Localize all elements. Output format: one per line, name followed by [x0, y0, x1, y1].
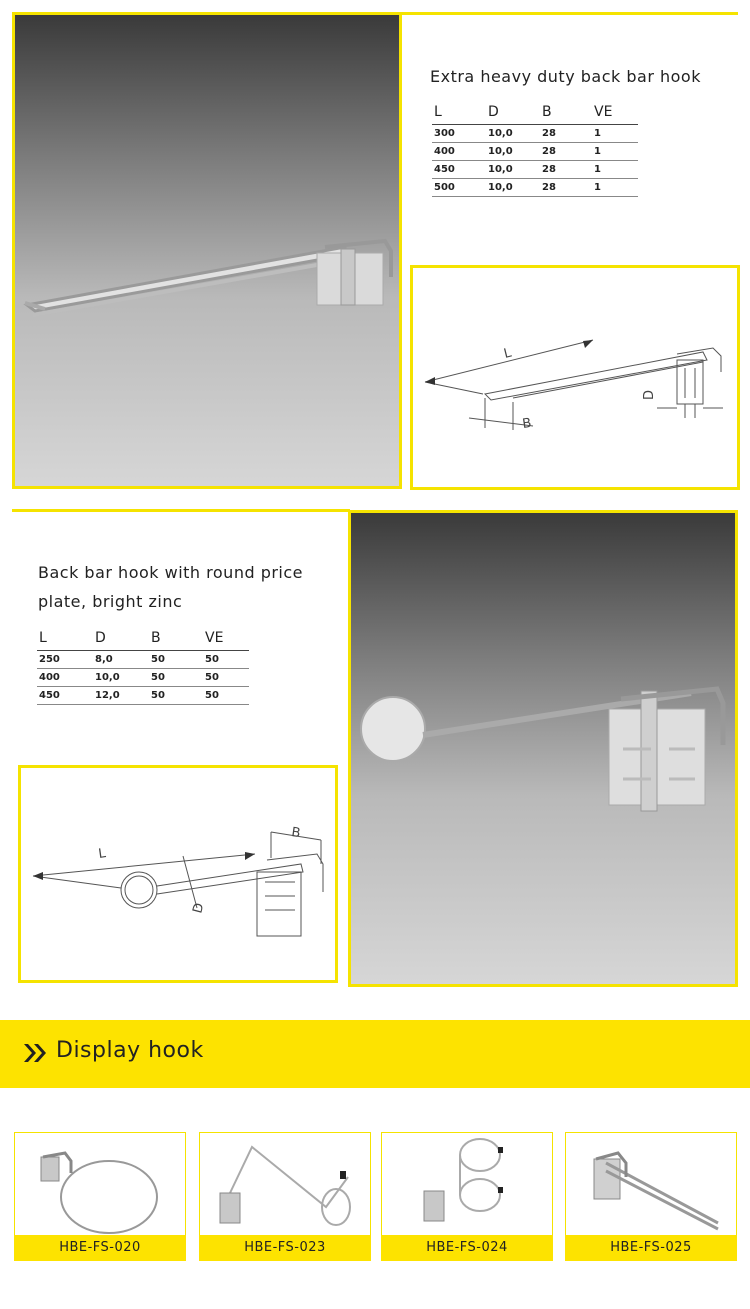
- section2-spec-table: [37, 630, 249, 705]
- double-prong-hook-image: [566, 1133, 736, 1235]
- cell-B: 28: [540, 161, 592, 179]
- cell-B: 28: [540, 179, 592, 197]
- double-chevron-right-icon: [22, 1042, 48, 1064]
- product-photo-round-plate-hook: [348, 510, 738, 987]
- product-card-hbe-fs-025[interactable]: [565, 1132, 737, 1261]
- cell-VE: 1: [592, 125, 638, 143]
- cell-D: 10,0: [486, 125, 540, 143]
- cell-B: 28: [540, 143, 592, 161]
- divider-middle: [12, 509, 350, 512]
- header-VE: VE: [203, 630, 249, 651]
- section2-title-line1: Back bar hook with round price: [38, 563, 304, 582]
- table-row: [37, 669, 249, 687]
- cell-B: 28: [540, 125, 592, 143]
- cell-VE: 1: [592, 179, 638, 197]
- table-row: [432, 125, 638, 143]
- cell-D: 10,0: [93, 669, 149, 687]
- cell-VE: 50: [203, 669, 249, 687]
- header-B: B: [149, 630, 203, 651]
- product-code: HBE-FS-023: [199, 1235, 371, 1261]
- product-card-hbe-fs-024[interactable]: [381, 1132, 553, 1261]
- product-code: HBE-FS-025: [565, 1235, 737, 1261]
- round-plate-hook-illustration: [351, 513, 735, 984]
- cell-VE: 1: [592, 143, 638, 161]
- diagram2-label-D: D: [190, 901, 208, 916]
- ring-hook-image: [15, 1133, 185, 1235]
- bottle-hook-image: [200, 1133, 370, 1235]
- cell-L: 500: [432, 179, 486, 197]
- dimension-diagram-2: [18, 765, 338, 983]
- cell-D: 10,0: [486, 143, 540, 161]
- table-row: [432, 143, 638, 161]
- banner-title: Display hook: [56, 1038, 204, 1063]
- back-bar-hook-illustration: [15, 15, 399, 486]
- cell-L: 450: [37, 687, 93, 705]
- table-row: [37, 651, 249, 669]
- cell-D: 12,0: [93, 687, 149, 705]
- header-D: D: [486, 104, 540, 125]
- diagram1-label-L: L: [502, 345, 514, 362]
- dimension-drawing-back-bar-hook: [413, 268, 737, 487]
- display-hook-banner: [0, 1020, 750, 1088]
- table-row: [432, 161, 638, 179]
- product-photo-back-bar-hook: [12, 12, 402, 489]
- header-B: B: [540, 104, 592, 125]
- diagram2-label-B: B: [290, 825, 302, 842]
- cell-D: 8,0: [93, 651, 149, 669]
- double-ring-hook-image: [382, 1133, 552, 1235]
- diagram1-label-D: D: [642, 389, 657, 400]
- product-card-hbe-fs-023[interactable]: [199, 1132, 371, 1261]
- divider-top: [402, 12, 738, 15]
- cell-L: 400: [37, 669, 93, 687]
- table-header-row: [432, 104, 638, 125]
- dimension-diagram-1: [410, 265, 740, 490]
- product-code: HBE-FS-024: [381, 1235, 553, 1261]
- cell-L: 300: [432, 125, 486, 143]
- section1-spec-table: [432, 104, 638, 197]
- cell-B: 50: [149, 669, 203, 687]
- section1-title: Extra heavy duty back bar hook: [430, 67, 701, 86]
- cell-VE: 50: [203, 651, 249, 669]
- product-code: HBE-FS-020: [14, 1235, 186, 1261]
- cell-VE: 1: [592, 161, 638, 179]
- product-card-hbe-fs-020[interactable]: [14, 1132, 186, 1261]
- cell-L: 400: [432, 143, 486, 161]
- header-D: D: [93, 630, 149, 651]
- cell-L: 450: [432, 161, 486, 179]
- cell-VE: 50: [203, 687, 249, 705]
- header-VE: VE: [592, 104, 638, 125]
- cell-D: 10,0: [486, 161, 540, 179]
- cell-B: 50: [149, 651, 203, 669]
- dimension-drawing-round-plate-hook: [21, 768, 335, 980]
- diagram1-label-B: B: [521, 415, 533, 432]
- header-L: L: [37, 630, 93, 651]
- header-L: L: [432, 104, 486, 125]
- cell-L: 250: [37, 651, 93, 669]
- cell-B: 50: [149, 687, 203, 705]
- section2-title-line2: plate, bright zinc: [38, 592, 183, 611]
- table-row: [37, 687, 249, 705]
- table-row: [432, 179, 638, 197]
- diagram2-label-L: L: [97, 846, 107, 862]
- table-header-row: [37, 630, 249, 651]
- cell-D: 10,0: [486, 179, 540, 197]
